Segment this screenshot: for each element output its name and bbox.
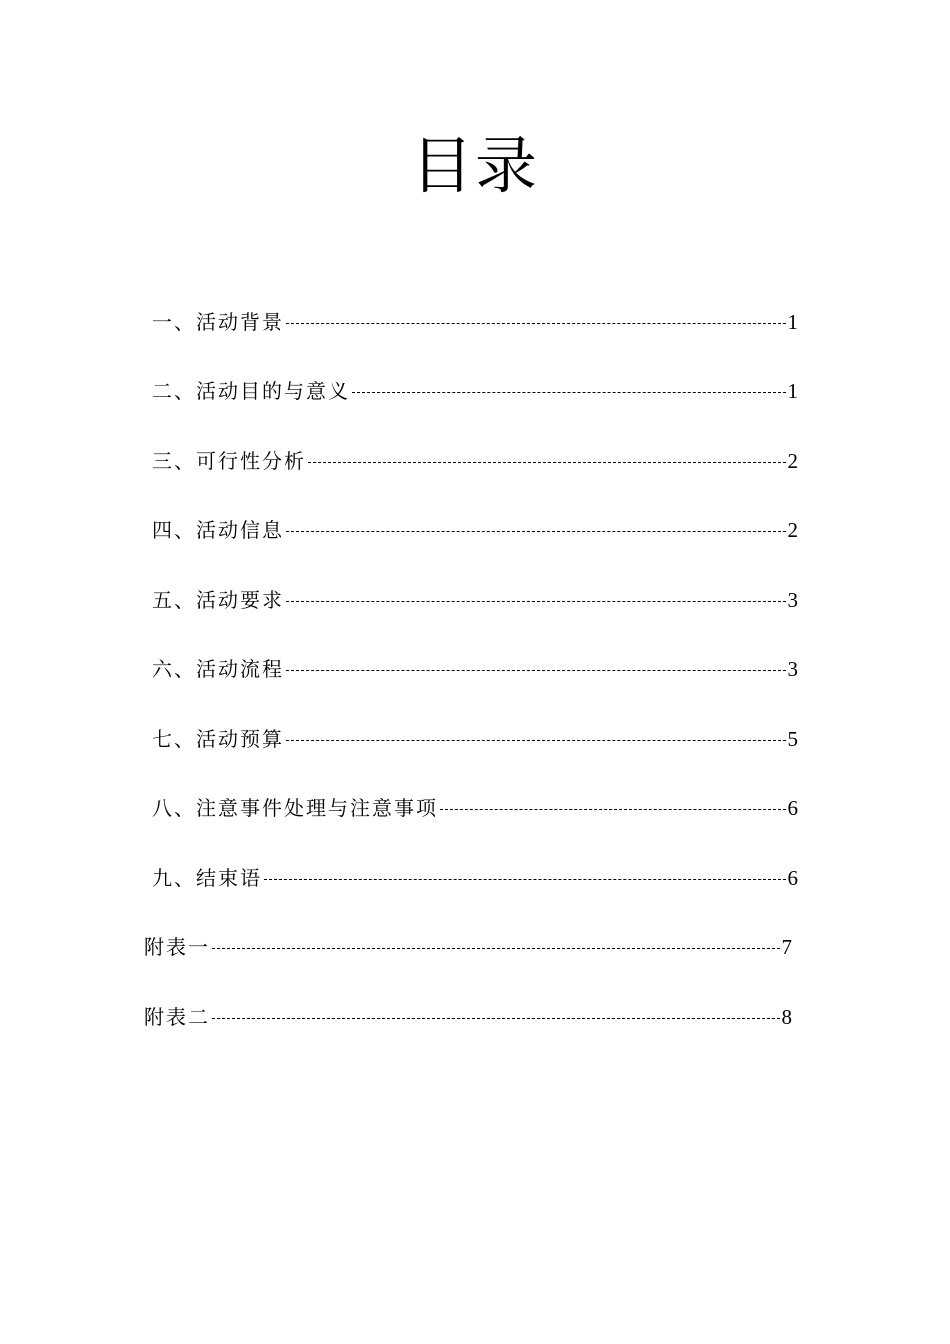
toc-entry-5[interactable] — [152, 582, 798, 618]
toc-page-number: 6 — [787, 796, 798, 820]
toc-leader — [352, 391, 786, 393]
toc-page-number: 1 — [787, 379, 798, 403]
toc-label: 二、活动目的与意义 — [152, 379, 350, 403]
toc-page-number: 6 — [787, 866, 798, 890]
toc-entry-8[interactable] — [152, 790, 798, 826]
toc-entry-4[interactable] — [152, 512, 798, 548]
toc-entry-11[interactable] — [144, 999, 792, 1035]
toc-label: 四、活动信息 — [152, 518, 284, 542]
toc-leader — [212, 1017, 780, 1019]
toc-label: 七、活动预算 — [152, 727, 284, 751]
toc-page-number: 7 — [781, 935, 792, 959]
toc-leader — [440, 808, 786, 810]
toc-label: 三、可行性分析 — [152, 449, 306, 473]
toc-entry-2[interactable] — [152, 373, 798, 409]
toc-leader — [286, 600, 786, 602]
toc-page-number: 2 — [787, 518, 798, 542]
toc-label: 一、活动背景 — [152, 310, 284, 334]
toc-leader — [264, 878, 786, 880]
toc-page-number: 1 — [787, 310, 798, 334]
toc-page-number: 3 — [787, 657, 798, 681]
page-title: 目录 — [410, 129, 539, 202]
toc-label: 九、结束语 — [152, 866, 262, 890]
toc-entry-3[interactable] — [152, 443, 798, 479]
toc-page-number: 3 — [787, 588, 798, 612]
toc-label: 六、活动流程 — [152, 657, 284, 681]
toc-entry-7[interactable] — [152, 721, 798, 757]
toc-leader — [286, 530, 786, 532]
toc-label: 五、活动要求 — [152, 588, 284, 612]
toc-entry-9[interactable] — [152, 860, 798, 896]
toc-entry-10[interactable] — [144, 929, 792, 965]
toc-leader — [286, 739, 786, 741]
toc-page-number: 8 — [781, 1005, 792, 1029]
toc-label: 附表一 — [144, 935, 210, 959]
toc-leader — [212, 947, 780, 949]
toc-entry-6[interactable] — [152, 651, 798, 687]
toc-page-number: 5 — [787, 727, 798, 751]
toc-entry-1[interactable] — [152, 304, 798, 340]
toc-page-number: 2 — [787, 449, 798, 473]
toc-leader — [286, 322, 786, 324]
toc-leader — [308, 461, 786, 463]
toc-label: 八、注意事件处理与注意事项 — [152, 796, 438, 820]
toc-leader — [286, 669, 786, 671]
toc-label: 附表二 — [144, 1005, 210, 1029]
